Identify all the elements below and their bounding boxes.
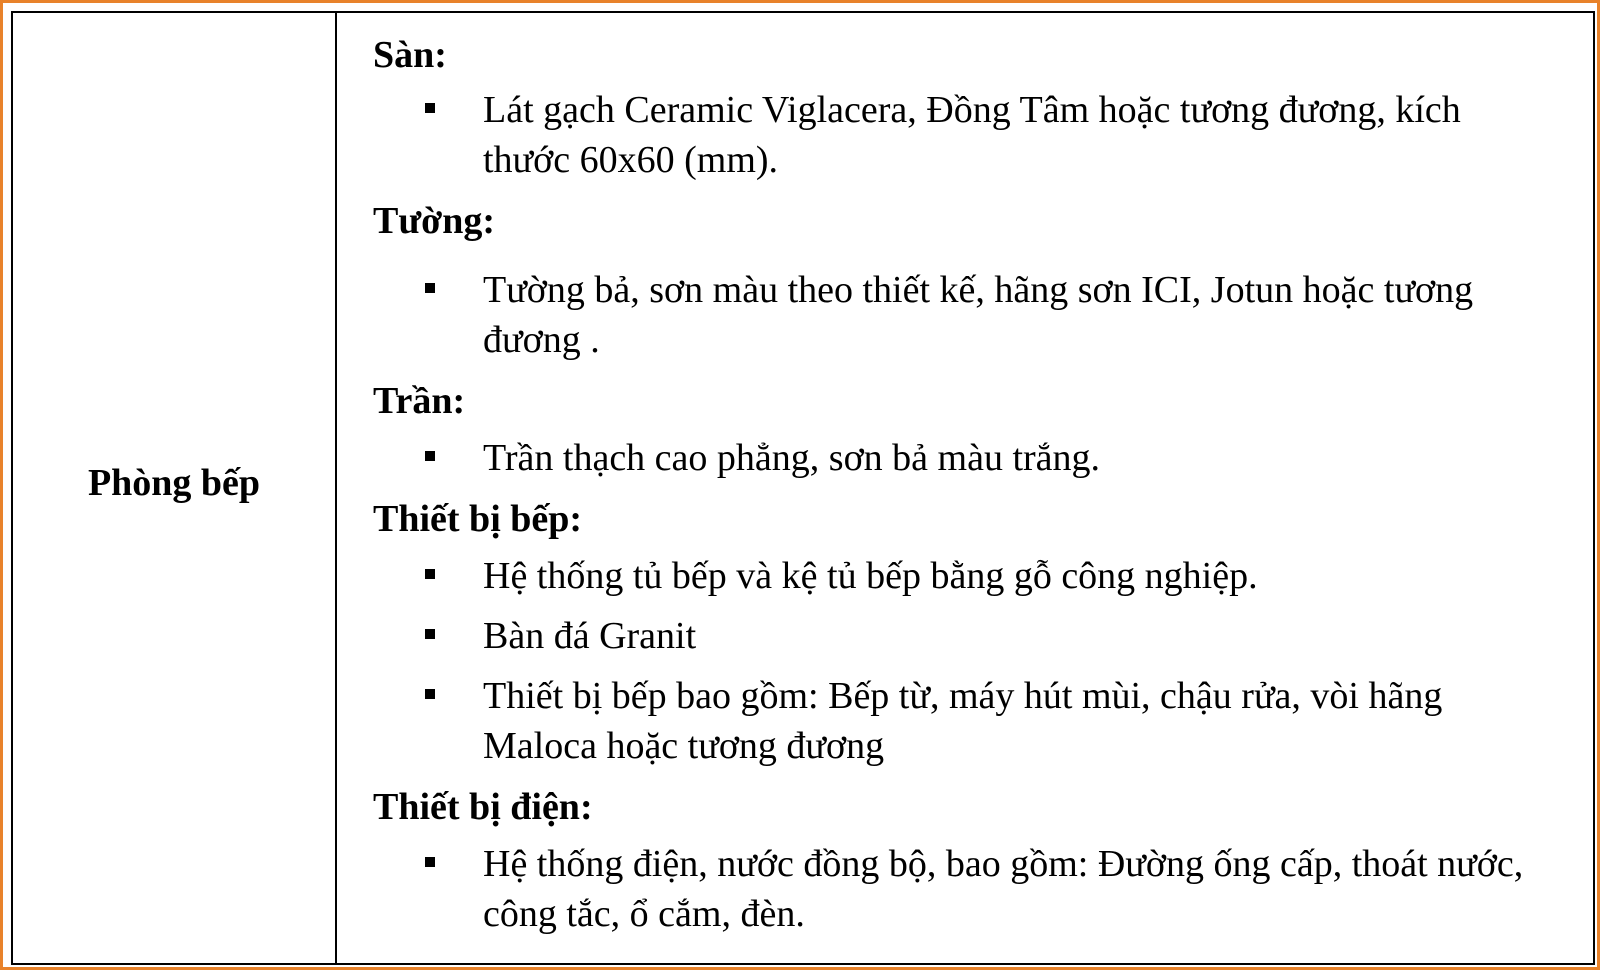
section-heading-wall: Tường: — [373, 200, 495, 242]
list-item-text: Trần thạch cao phẳng, sơn bả màu trắng. — [483, 437, 1101, 479]
section-heading-electrical-equipment: Thiết bị điện: — [373, 786, 593, 828]
list-item — [373, 85, 1573, 185]
section-ceiling — [373, 375, 1573, 483]
list-item — [373, 433, 1573, 483]
section-heading-kitchen-equipment: Thiết bị bếp: — [373, 498, 583, 540]
square-bullet-icon — [425, 103, 435, 113]
section-electrical-equipment — [373, 781, 1573, 939]
square-bullet-icon — [425, 629, 435, 639]
square-bullet-icon — [425, 569, 435, 579]
room-name: Phòng bếp — [87, 462, 261, 504]
section-floor — [373, 29, 1573, 185]
list-item — [373, 611, 1573, 661]
square-bullet-icon — [425, 451, 435, 461]
section-kitchen-equipment — [373, 493, 1573, 771]
list-item — [373, 671, 1573, 771]
list-item-text: Hệ thống điện, nước đồng bộ, bao gồm: Đường ống cấp, thoát nước, công tắc, ổ cắm, đèn. — [483, 843, 1524, 935]
list-item — [373, 265, 1573, 365]
square-bullet-icon — [425, 689, 435, 699]
section-heading-ceiling: Trần: — [373, 380, 466, 422]
list-item — [373, 551, 1573, 601]
square-bullet-icon — [425, 283, 435, 293]
list-item-text: Tường bả, sơn màu theo thiết kế, hãng sơn ICI, Jotun hoặc tương đương . — [483, 269, 1474, 361]
square-bullet-icon — [425, 857, 435, 867]
list-item-text: Lát gạch Ceramic Viglacera, Đồng Tâm hoặc tương đương, kích thước 60x60 (mm). — [483, 89, 1461, 181]
section-heading-floor: Sàn: — [373, 34, 447, 76]
spec-table — [11, 11, 1595, 965]
list-item-text: Bàn đá Granit — [483, 615, 697, 657]
list-item-text: Thiết bị bếp bao gồm: Bếp từ, máy hút mùi, chậu rửa, vòi hãng Maloca hoặc tương đương — [483, 675, 1443, 767]
list-item-text: Hệ thống tủ bếp và kệ tủ bếp bằng gỗ công nghiệp. — [483, 555, 1258, 597]
room-spec-cell — [337, 13, 1593, 963]
section-wall — [373, 195, 1573, 365]
room-label-cell — [13, 13, 337, 963]
list-item — [373, 839, 1573, 939]
